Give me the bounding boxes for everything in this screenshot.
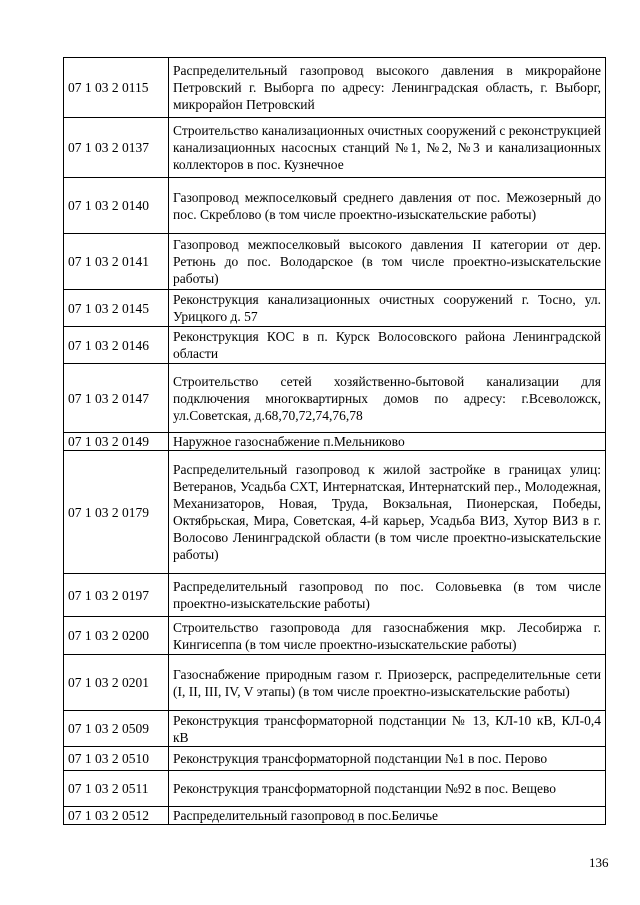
table-row bbox=[64, 327, 606, 364]
table-row bbox=[64, 807, 606, 825]
row-code: 07 1 03 2 0149 bbox=[64, 433, 169, 451]
row-code: 07 1 03 2 0140 bbox=[64, 178, 169, 234]
row-description: Распределительный газопровод к жилой застройке в границах улиц: Ветеранов, Усадьба СХТ, Интернатская, Интернатский пер., Молодежная, Механизаторов, Новая, Труда, Вокзальная, Пионерская, Победы, Октябрьская, Мира, Советская, 4-й карьер, Усадьба ВИЗ, Хутор ВИЗ в г. Волосово Ленинградской области (в том числе проектно-изыскательские работы) bbox=[169, 451, 606, 574]
table-row bbox=[64, 178, 606, 234]
row-description: Реконструкция канализационных очистных сооружений г. Тосно, ул. Урицкого д. 57 bbox=[169, 290, 606, 327]
row-code: 07 1 03 2 0511 bbox=[64, 771, 169, 807]
table-row bbox=[64, 711, 606, 747]
row-description: Реконструкция КОС в п. Курск Волосовского района Ленинградской области bbox=[169, 327, 606, 364]
row-description: Реконструкция трансформаторной подстанции №1 в пос. Перово bbox=[169, 747, 606, 771]
table-row bbox=[64, 617, 606, 655]
row-description: Распределительный газопровод высокого давления в микрорайоне Петровский г. Выборга по адресу: Ленинградская область, г. Выборг, микрорайон Петровский bbox=[169, 58, 606, 118]
row-code: 07 1 03 2 0200 bbox=[64, 617, 169, 655]
table-row bbox=[64, 451, 606, 574]
row-code: 07 1 03 2 0510 bbox=[64, 747, 169, 771]
row-code: 07 1 03 2 0197 bbox=[64, 574, 169, 617]
row-description: Реконструкция трансформаторной подстанции №92 в пос. Вещево bbox=[169, 771, 606, 807]
row-code: 07 1 03 2 0179 bbox=[64, 451, 169, 574]
row-code: 07 1 03 2 0137 bbox=[64, 118, 169, 178]
row-code: 07 1 03 2 0141 bbox=[64, 234, 169, 290]
page-number: 136 bbox=[589, 855, 609, 870]
row-description: Строительство газопровода для газоснабжения мкр. Лесобиржа г. Кингисеппа (в том числе проектно-изыскательские работы) bbox=[169, 617, 606, 655]
table-row bbox=[64, 655, 606, 711]
row-code: 07 1 03 2 0509 bbox=[64, 711, 169, 747]
table-row bbox=[64, 58, 606, 118]
row-description: Газопровод межпоселковый высокого давления II категории от дер. Ретюнь до пос. Володарское (в том числе проектно-изыскательские работы) bbox=[169, 234, 606, 290]
row-code: 07 1 03 2 0201 bbox=[64, 655, 169, 711]
table-row bbox=[64, 433, 606, 451]
table-row bbox=[64, 290, 606, 327]
row-description: Газоснабжение природным газом г. Приозерск, распределительные сети (I, II, III, IV, V этапы) (в том числе проектно-изыскательские работы) bbox=[169, 655, 606, 711]
row-code: 07 1 03 2 0512 bbox=[64, 807, 169, 825]
row-description: Распределительный газопровод в пос.Беличье bbox=[169, 807, 606, 825]
row-description: Строительство сетей хозяйственно-бытовой канализации для подключения многоквартирных домов по адресу: г.Всеволожск, ул.Советская, д.68,70,72,74,76,78 bbox=[169, 364, 606, 433]
table-row bbox=[64, 364, 606, 433]
table-row bbox=[64, 574, 606, 617]
table-row bbox=[64, 234, 606, 290]
budget-table bbox=[63, 57, 606, 825]
row-code: 07 1 03 2 0147 bbox=[64, 364, 169, 433]
row-code: 07 1 03 2 0145 bbox=[64, 290, 169, 327]
table-row bbox=[64, 747, 606, 771]
row-description: Распределительный газопровод по пос. Соловьевка (в том числе проектно-изыскательские работы) bbox=[169, 574, 606, 617]
row-description: Газопровод межпоселковый среднего давления от пос. Межозерный до пос. Скреблово (в том числе проектно-изыскательские работы) bbox=[169, 178, 606, 234]
row-code: 07 1 03 2 0146 bbox=[64, 327, 169, 364]
table-row bbox=[64, 118, 606, 178]
row-description: Строительство канализационных очистных сооружений с реконструкцией канализационных насосных станций №1, №2, №3 и канализационных коллекторов в пос. Кузнечное bbox=[169, 118, 606, 178]
table-row bbox=[64, 771, 606, 807]
row-description: Наружное газоснабжение п.Мельниково bbox=[169, 433, 606, 451]
row-code: 07 1 03 2 0115 bbox=[64, 58, 169, 118]
row-description: Реконструкция трансформаторной подстанции № 13, КЛ-10 кВ, КЛ-0,4 кВ bbox=[169, 711, 606, 747]
